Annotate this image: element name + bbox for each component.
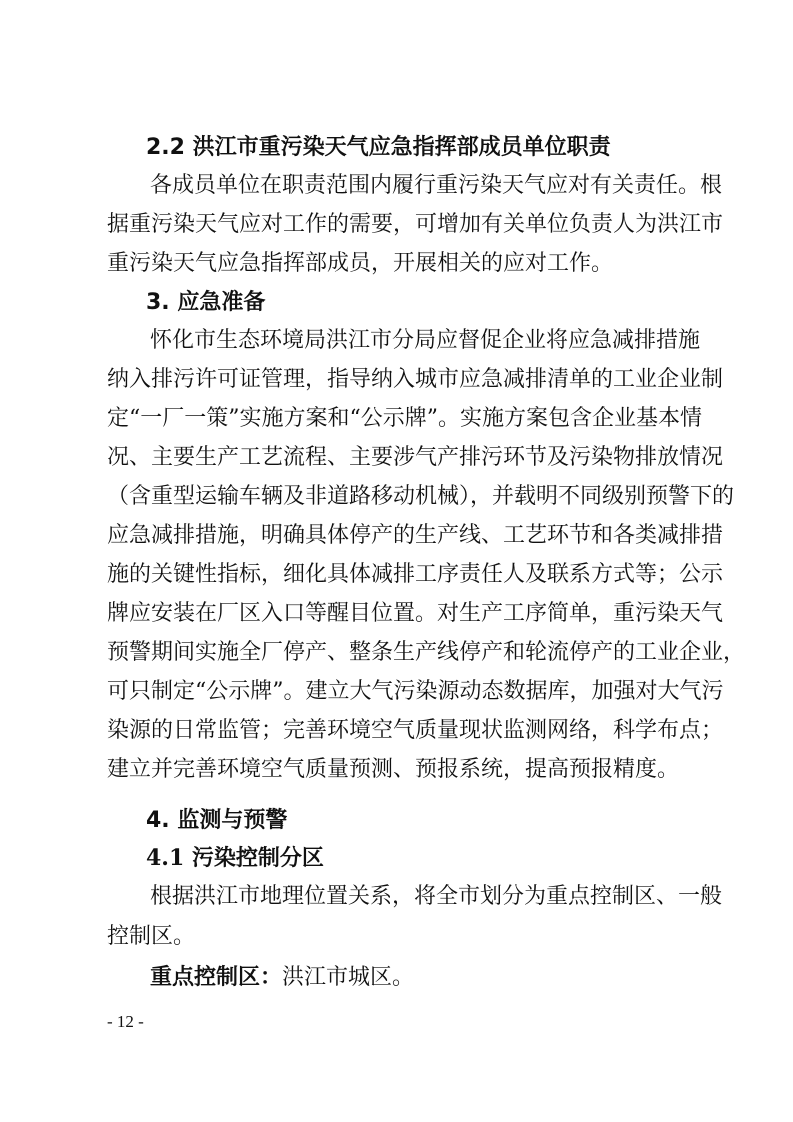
text-line: 况、主要生产工艺流程、主要涉气产排污环节及污染物排放情况 xyxy=(107,445,724,470)
text-line: 纳入排污许可证管理，指导纳入城市应急减排清单的工业企业制 xyxy=(107,367,724,392)
text-line: 应急减排措施，明确具体停产的生产线、工艺环节和各类减排措 xyxy=(107,523,724,548)
key-zone-label: 重点控制区： xyxy=(150,964,283,990)
text-line: 建立并完善环境空气质量预测、预报系统，提高预报精度。 xyxy=(107,757,680,782)
text-line: 染源的日常监管；完善环境空气质量现状监测网络，科学布点； xyxy=(107,718,724,743)
text-line: 预警期间实施全厂停产、整条生产线停产和轮流停产的工业企业， xyxy=(107,640,746,665)
key-zone-text: 洪江市城区。 xyxy=(282,965,415,990)
text-line: 施的关键性指标，细化具体减排工序责任人及联系方式等；公示 xyxy=(107,562,724,587)
text-line: 定“一厂一策”实施方案和“公示牌”。实施方案包含企业基本情 xyxy=(107,406,702,431)
text-line: 控制区。 xyxy=(107,924,196,949)
heading-3: 3. 应急准备 xyxy=(146,290,266,315)
text-line: 各成员单位在职责范围内履行重污染天气应对有关责任。根 xyxy=(150,173,723,198)
page-number: - 12 - xyxy=(107,1012,144,1031)
text-line: 据重污染天气应对工作的需要，可增加有关单位负责人为洪江市 xyxy=(107,212,724,237)
text-line: 根据洪江市地理位置关系，将全市划分为重点控制区、一般 xyxy=(150,884,723,909)
text-line: （含重型运输车辆及非道路移动机械），并载明不同级别预警下的 xyxy=(107,484,735,509)
heading-4-1: 4.1 污染控制分区 xyxy=(146,845,324,871)
text-line: 重污染天气应急指挥部成员，开展相关的应对工作。 xyxy=(107,251,614,276)
text-line: 牌应安装在厂区入口等醒目位置。对生产工序简单，重污染天气 xyxy=(107,601,724,626)
paragraph-key-zone xyxy=(150,963,687,992)
text-line: 可只制定“公示牌”。建立大气污染源动态数据库，加强对大气污 xyxy=(107,679,724,704)
text-line: 怀化市生态环境局洪江市分局应督促企业将应急减排措施 xyxy=(150,328,701,353)
heading-4: 4. 监测与预警 xyxy=(146,808,288,833)
heading-2-2: 2.2 洪江市重污染天气应急指挥部成员单位职责 xyxy=(146,135,611,160)
